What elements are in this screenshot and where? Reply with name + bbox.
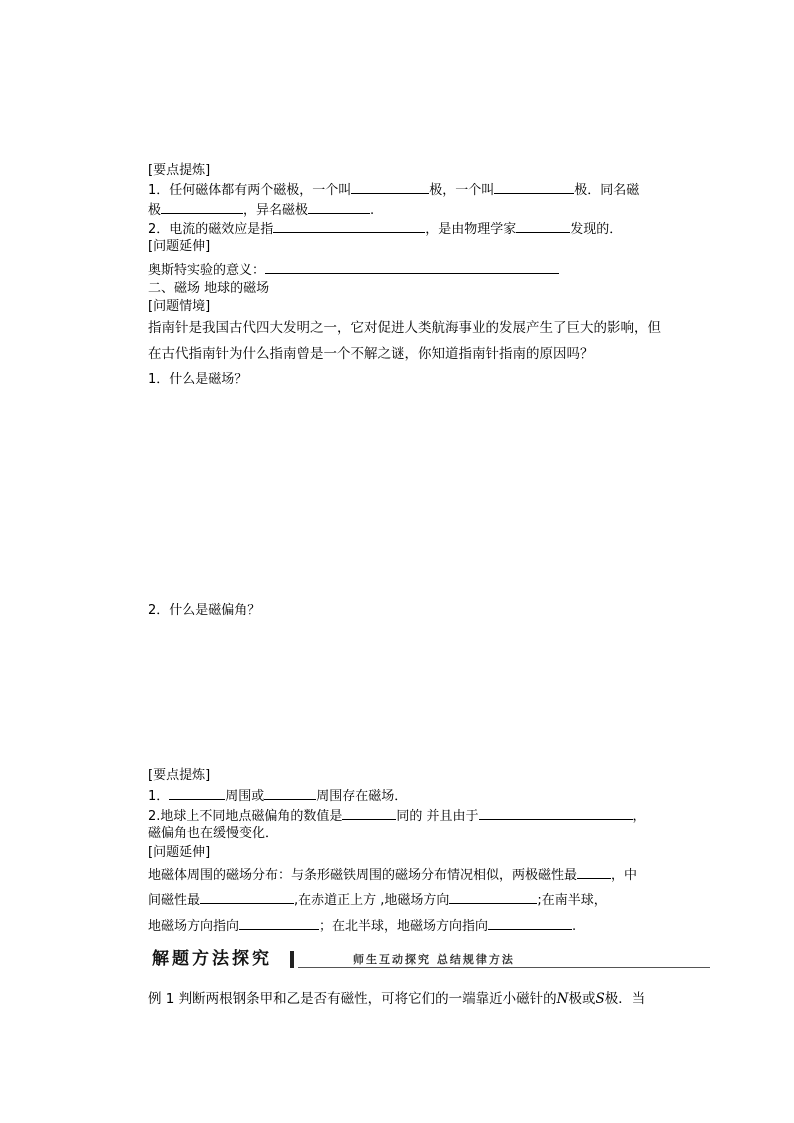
text-line: 1．任何磁体都有两个磁极，一个叫 极，一个叫 极．同名磁 [148, 180, 639, 199]
banner-title: 解题方法探究 [152, 949, 272, 969]
key-points-heading: [要点提炼] [148, 163, 211, 178]
blank [264, 786, 316, 800]
paragraph-line: 在古代指南针为什么指南曾是一个不解之谜，你知道指南针指南的原因吗？ [148, 346, 594, 362]
section-title: 二、磁场 地球的磁场 [148, 281, 270, 296]
blank [308, 200, 370, 214]
blank [516, 219, 570, 233]
text-line: 磁偏角也在缓慢变化． [148, 826, 279, 841]
blank [169, 786, 225, 800]
banner-subtitle: 师生互动探究 总结规律方法 [353, 953, 515, 966]
blank [200, 890, 294, 904]
problem-extension-heading: [问题延伸] [148, 845, 211, 860]
key-points-heading: [要点提炼] [148, 768, 211, 783]
banner-bar [290, 951, 294, 968]
blank [265, 260, 559, 274]
blank [239, 916, 319, 930]
blank [488, 916, 572, 930]
blank [494, 180, 574, 194]
blank [342, 806, 396, 820]
example-1: 例 1 判断两根钢条甲和乙是否有磁性，可将它们的一端靠近小磁针的N极或S极．当 [148, 991, 646, 1007]
banner-rule [298, 967, 710, 968]
problem-situation-heading: [问题情境] [148, 299, 211, 314]
problem-extension-heading: [问题延伸] [148, 239, 211, 254]
blank [449, 890, 537, 904]
paragraph-line: 指南针是我国古代四大发明之一，它对促进人类航海事业的发展产生了巨大的影响，但 [148, 320, 661, 336]
text-line: 地磁场方向指向 ；在北半球，地磁场方向指向 . [148, 916, 576, 935]
question-2: 2．什么是磁偏角？ [148, 603, 261, 618]
blank [351, 180, 429, 194]
blank [161, 200, 243, 214]
blank [479, 806, 633, 820]
text-line: 间磁性最 ,在赤道正上方 ,地磁场方向 ;在南半球， [148, 890, 607, 909]
text-line: 地磁体周围的磁场分布：与条形磁铁周围的磁场分布情况相似，两极磁性最 ，中 [148, 865, 637, 884]
section-banner [148, 948, 710, 972]
question-1: 1．什么是磁场？ [148, 372, 248, 387]
text-line: 1． 周围或 周围存在磁场． [148, 786, 407, 805]
text-line: 2.地球上不同地点磁偏角的数值是 同的 并且由于 ， [148, 806, 646, 825]
text-line: 2．电流的磁效应是指 ，是由物理学家 发现的． [148, 219, 622, 238]
blank [577, 865, 611, 879]
text-line: 极 ，异名磁极 . [148, 200, 374, 219]
text-line: 奥斯特实验的意义： [148, 260, 559, 279]
blank [273, 219, 425, 233]
